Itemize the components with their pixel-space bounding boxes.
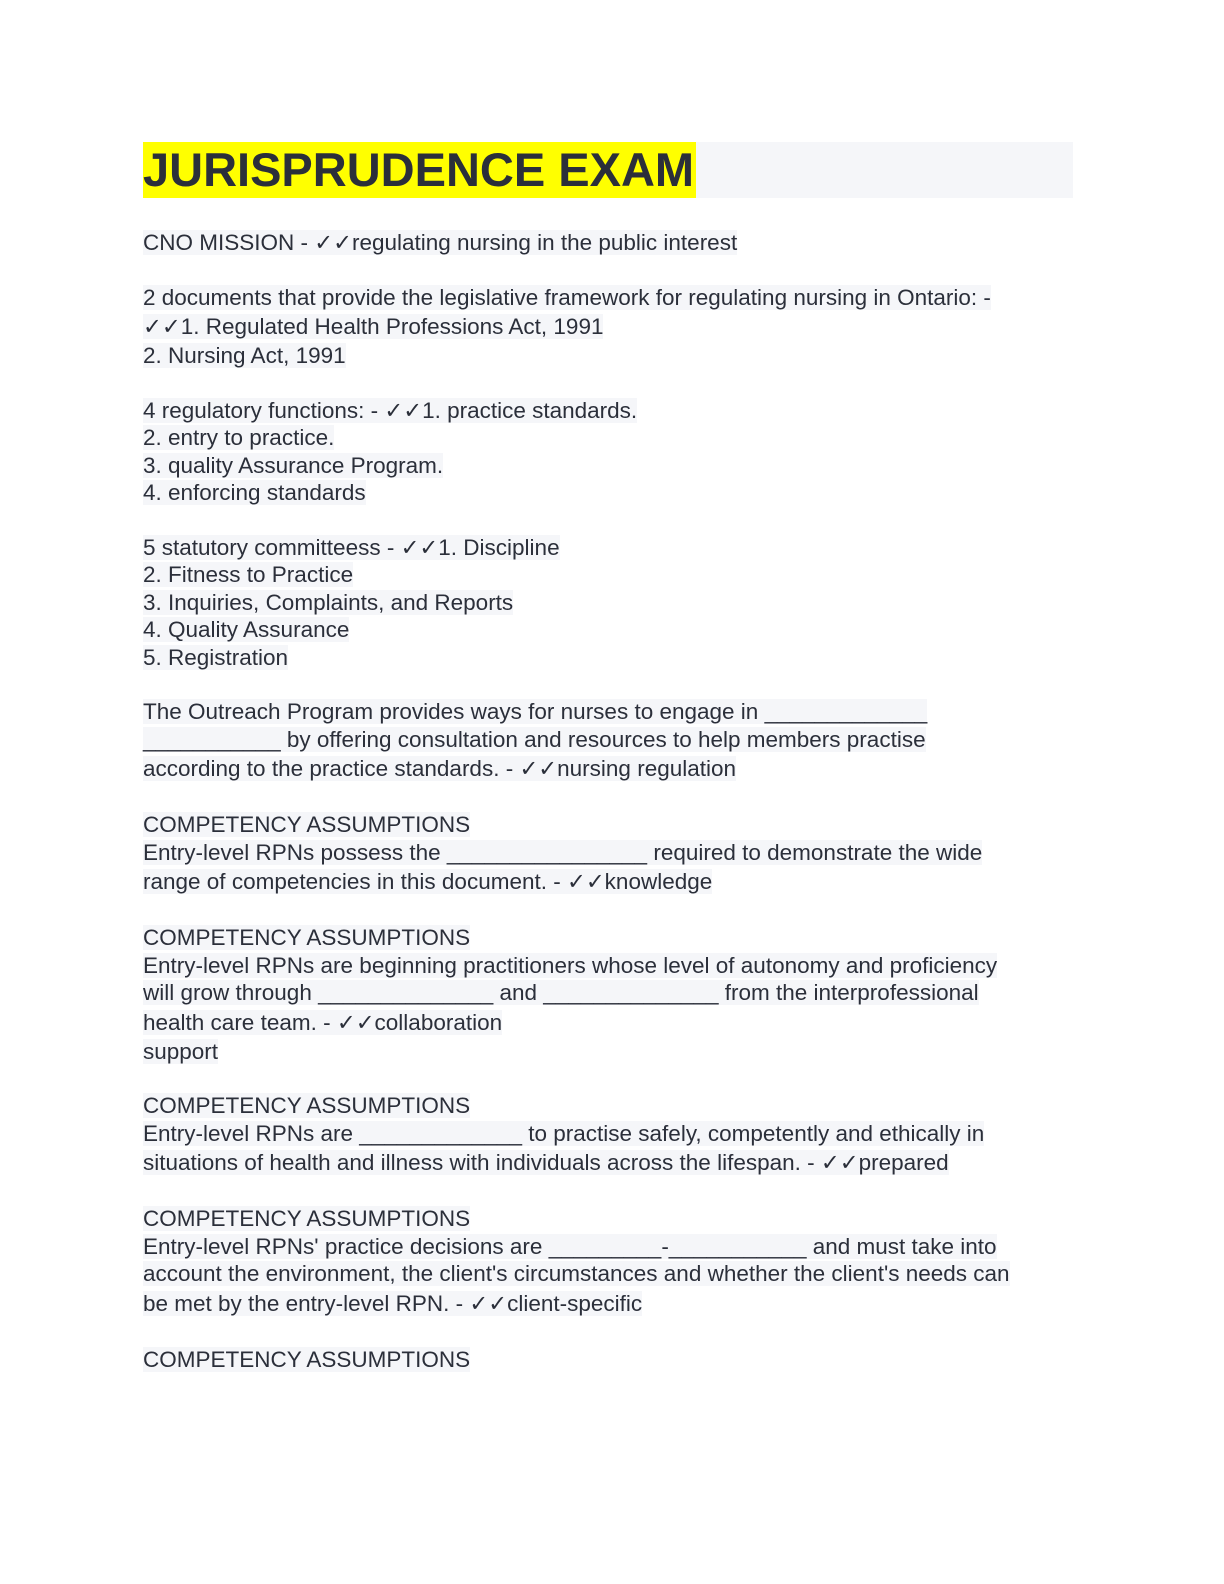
qa-block	[143, 1205, 1073, 1319]
text-line	[143, 866, 1073, 897]
document-content	[143, 229, 1073, 1373]
text-line-content: 2. Fitness to Practice	[143, 562, 354, 587]
qa-block	[143, 229, 1073, 257]
text-line	[143, 1038, 1073, 1066]
text-line	[143, 229, 1073, 257]
text-line	[143, 616, 1073, 644]
text-line	[143, 1233, 1073, 1261]
text-line-content: situations of health and illness with individuals across the lifespan. - ✓✓prepared	[143, 1150, 949, 1175]
qa-block	[143, 698, 1073, 784]
text-line	[143, 342, 1073, 370]
text-line	[143, 1288, 1073, 1319]
text-line	[143, 534, 1073, 562]
text-line-content: according to the practice standards. - ✓✓nursing regulation	[143, 756, 737, 781]
text-line	[143, 311, 1073, 342]
text-line-content: support	[143, 1038, 219, 1064]
text-line	[143, 979, 1073, 1007]
text-line	[143, 1205, 1073, 1233]
text-line	[143, 1120, 1073, 1148]
text-line	[143, 644, 1073, 672]
qa-block	[143, 534, 1073, 672]
text-line-content: COMPETENCY ASSUMPTIONS	[143, 1346, 471, 1372]
text-line-content: COMPETENCY ASSUMPTIONS	[143, 1093, 471, 1118]
text-line	[143, 589, 1073, 617]
text-line-content: The Outreach Program provides ways for nurses to engage in _____________	[143, 699, 928, 724]
text-line	[143, 452, 1073, 480]
text-line-content: 5. Registration	[143, 644, 289, 670]
text-line	[143, 1147, 1073, 1178]
text-line-content: Entry-level RPNs are _____________ to practise safely, competently and ethically in	[143, 1120, 985, 1146]
text-line-content: 4. enforcing standards	[143, 480, 366, 505]
qa-block	[143, 811, 1073, 897]
text-line-content: range of competencies in this document. - ✓✓knowledge	[143, 869, 713, 894]
qa-block	[143, 284, 1073, 370]
text-line-content: 3. Inquiries, Complaints, and Reports	[143, 589, 514, 615]
text-line-content: Entry-level RPNs are beginning practitioners whose level of autonomy and proficiency	[143, 952, 998, 978]
qa-block	[143, 1346, 1073, 1374]
text-line-content: ✓✓1. Regulated Health Professions Act, 1991	[143, 314, 604, 339]
text-line-content: health care team. - ✓✓collaboration	[143, 1009, 503, 1035]
text-line-content: COMPETENCY ASSUMPTIONS	[143, 1206, 471, 1231]
text-line-content: CNO MISSION - ✓✓regulating nursing in the public interest	[143, 230, 738, 255]
text-line	[143, 479, 1073, 507]
qa-block	[143, 1092, 1073, 1178]
text-line	[143, 397, 1073, 425]
text-line	[143, 1092, 1073, 1120]
text-line	[143, 424, 1073, 452]
text-line-content: 3. quality Assurance Program.	[143, 452, 444, 478]
qa-block	[143, 397, 1073, 507]
text-line-content: COMPETENCY ASSUMPTIONS	[143, 925, 471, 950]
document-title: JURISPRUDENCE EXAM	[143, 143, 695, 196]
text-line-content: 2 documents that provide the legislative framework for regulating nursing in Ontario: -	[143, 284, 991, 310]
text-line	[143, 284, 1073, 312]
text-line	[143, 1346, 1073, 1374]
text-line-content: Entry-level RPNs possess the ________________ required to demonstrate the wide	[143, 839, 983, 865]
text-line	[143, 561, 1073, 589]
text-line-content: 2. Nursing Act, 1991	[143, 343, 346, 368]
text-line-content: COMPETENCY ASSUMPTIONS	[143, 812, 471, 837]
qa-block	[143, 924, 1073, 1065]
text-line-content: 2. entry to practice.	[143, 425, 335, 450]
text-line	[143, 753, 1073, 784]
text-line-content: 4 regulatory functions: - ✓✓1. practice standards.	[143, 397, 638, 423]
text-line	[143, 924, 1073, 952]
text-line	[143, 811, 1073, 839]
text-line-content: be met by the entry-level RPN. - ✓✓client-specific	[143, 1290, 643, 1316]
title-bar	[143, 142, 1073, 198]
text-line	[143, 952, 1073, 980]
text-line	[143, 839, 1073, 867]
text-line-content: 4. Quality Assurance	[143, 617, 350, 642]
text-line	[143, 1007, 1073, 1038]
text-line-content: Entry-level RPNs' practice decisions are _________-___________ and must take into	[143, 1233, 997, 1259]
text-line-content: will grow through ______________ and ______________ from the interprofessional	[143, 980, 979, 1005]
text-line-content: ___________ by offering consultation and resources to help members practise	[143, 726, 926, 752]
text-line-content: account the environment, the client's circumstances and whether the client's needs can	[143, 1261, 1010, 1286]
text-line	[143, 1260, 1073, 1288]
text-line	[143, 726, 1073, 754]
document-page	[143, 142, 1073, 1400]
text-line-content: 5 statutory committeess - ✓✓1. Discipline	[143, 534, 560, 560]
text-line	[143, 698, 1073, 726]
